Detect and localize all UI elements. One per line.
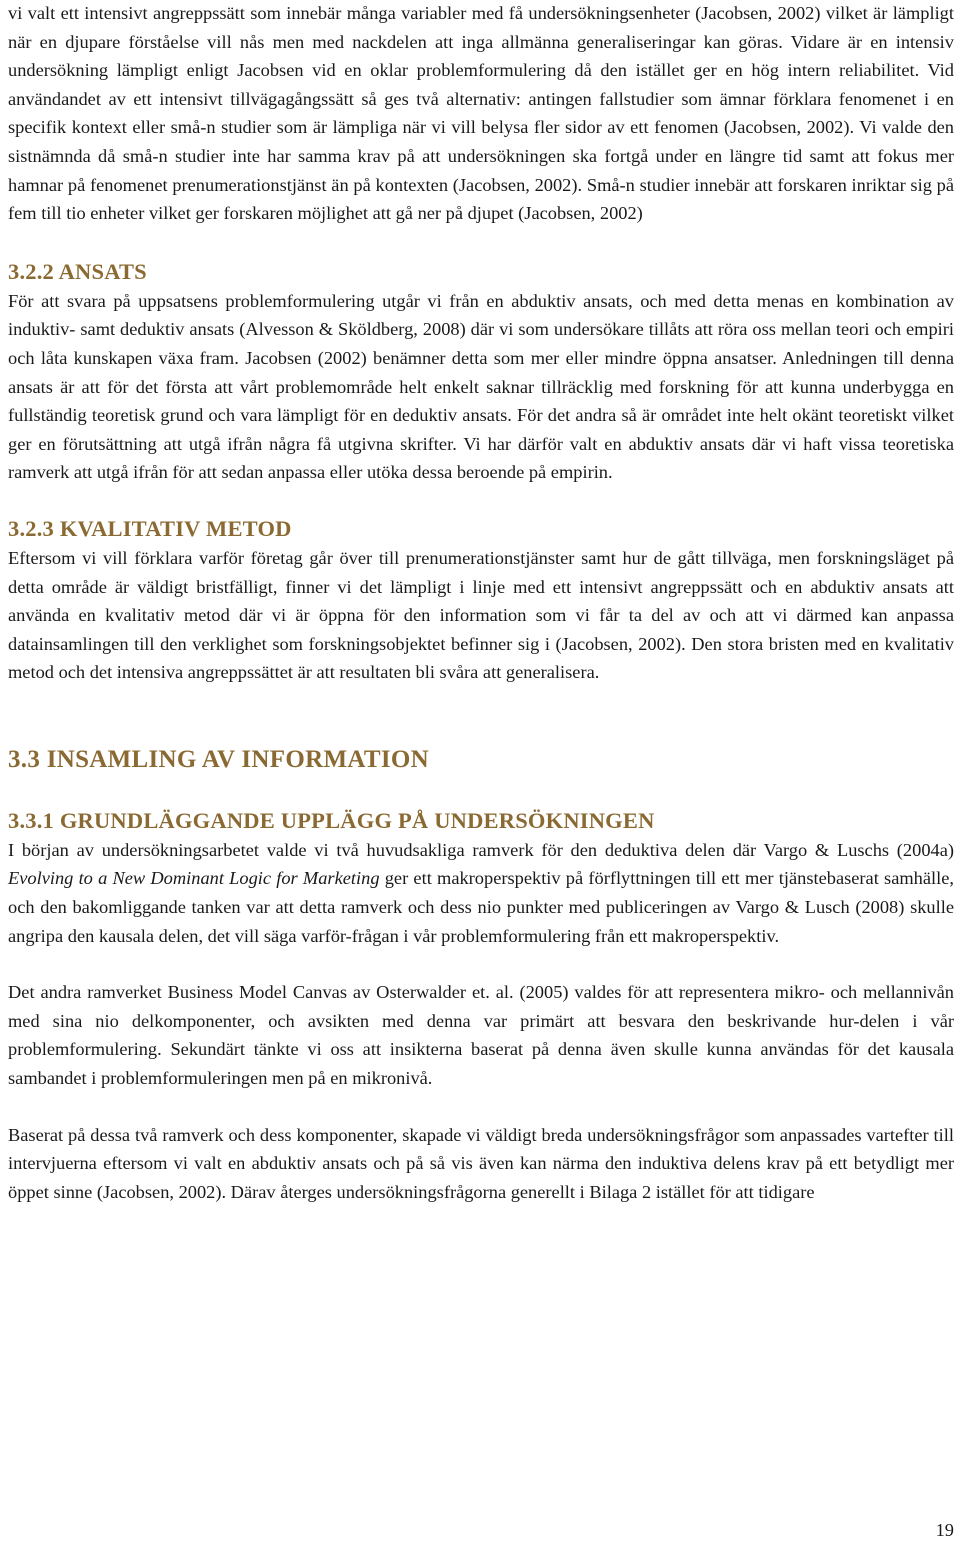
paragraph-ramverk-intro-end: ger ett makroperspektiv på förflyttningen till ett mer tjänstebaserat samhälle, och den bakomliggande tanken var att detta ramverk och dess nio punkter med publiceringen av Vargo & Lusch (2008) skulle angripa den kausala delen, det vill säga varför-frågan i vår problemformulering från ett makroperspektiv. [8, 868, 955, 946]
paragraph-undersokningsfragor: Baserat på dessa två ramverk och dess komponenter, skapade vi väldigt breda undersökningsfrågor som anpassades vartefter till intervjuerna eftersom vi valt en abduktiv ansats och på så vis även kan närma den induktiva delens krav på ett betydligt mer öppet sinne (Jacobsen, 2002). Därav återges undersökningsfrågorna generellt i Bilaga 2 istället för att tidigare [8, 1124, 954, 1202]
paragraph-ramverk-intro-start: I början av undersökningsarbetet valde vi två huvudsakliga ramverk för den deduktiva delen där Vargo & Luschs (2004a) [8, 839, 954, 860]
section-heading-kvalitativ-metod: 3.2.3 KVALITATIV METOD [8, 515, 292, 541]
paragraph-ansats: För att svara på uppsatsens problemformulering utgår vi från en abduktiv ansats, och med detta menas en kombination av induktiv- samt deduktiv ansats (Alvesson & Sköldberg, 2008) där vi som undersökare tillåts att röra oss mellan teori och empiri och låta kunskapen växa fram. Jacobsen (2002) benämner detta som mer eller mindre öppna ansatser. Anledningen till denna ansats är att för det första att vårt problemområde helt enkelt saknar tillräcklig med forskning för att kunna underbygga en fullständig teoretisk grund och vara lämpligt för en deduktiv ansats. För det andra så är området inte helt okänt teoretiskt vilket ger en förutsättning att utgå ifrån några få utgivna skrifter. Vi har därför valt en abduktiv ansats där vi haft vissa teoretiska ramverk att utgå ifrån för att sedan anpassa eller utöka dessa beroende på empirin. [8, 290, 954, 483]
intro-paragraph: vi valt ett intensivt angreppssätt som innebär många variabler med få undersökningsenheter (Jacobsen, 2002) vilket är lämpligt när en djupare förståelse vill nås men med nackdelen att inga allmänna generaliseringar kan göras. Vidare är en intensiv undersökning lämpligt enligt Jacobsen vid en oklar problemformulering då den istället ger en hög intern reliabilitet. Vid användandet av ett intensivt tillvägagångssätt så ges två alternativ: antingen fallstudier som ämnar förklara fenomenet i en specifik kontext eller små-n studier som är lämpliga när vi vill belysa fler sidor av ett fenomen (Jacobsen, 2002). Vi valde den sistnämnda då små-n studier inte har samma krav på att undersökningen ska fortgå under en längre tid samt att fokus mer hamnar på fenomenet prenumerationstjänst än på kontexten (Jacobsen, 2002). Små-n studier innebär att forskaren inriktar sig på fem till tio enheter vilket ger forskaren möjlighet att gå ner på djupet (Jacobsen, 2002) [8, 3, 954, 224]
paragraph-business-model-canvas: Det andra ramverket Business Model Canvas av Osterwalder et. al. (2005) valdes för att representera mikro- och mellannivån med sina nio delkomponenter, och avsikten med denna var primärt att besvara den beskrivande hur-delen i vår problemformulering. Sekundärt tänkte vi oss att insikterna baserat på denna även skulle kunna användas för det kausala sambandet i problemformuleringen men på en mikronivå. [8, 982, 954, 1089]
book-title: Evolving to a New Dominant Logic for Marketing [8, 868, 380, 889]
paragraph-kvalitativ-metod: Eftersom vi vill förklara varför företag går över till prenumerationstjänster samt hur de gått tillväga, men forskningsläget på detta område är väldigt bristfälligt, finner vi det lämpligt i linje med ett intensivt angreppssätt och en abduktiv ansats att använda en kvalitativ metod där vi är öppna för den information som vi får ta del av och att vi därmed kan anpassa datainsamlingen till den verklighet som forskningsobjektet befinner sig i (Jacobsen, 2002). Den stora bristen med en kvalitativ metod och det intensiva angreppssättet är att resultaten bli svåra att generalisera. [8, 547, 954, 683]
page-number: 19 [935, 1520, 954, 1540]
paragraph-ramverk-intro [8, 836, 954, 950]
section-heading-grundlaggande-upplagg: 3.3.1 GRUNDLÄGGANDE UPPLÄGG PÅ UNDERSÖKNINGEN [8, 807, 655, 833]
section-heading-insamling: 3.3 INSAMLING AV INFORMATION [8, 745, 429, 773]
section-heading-ansats: 3.2.2 ANSATS [8, 258, 147, 284]
